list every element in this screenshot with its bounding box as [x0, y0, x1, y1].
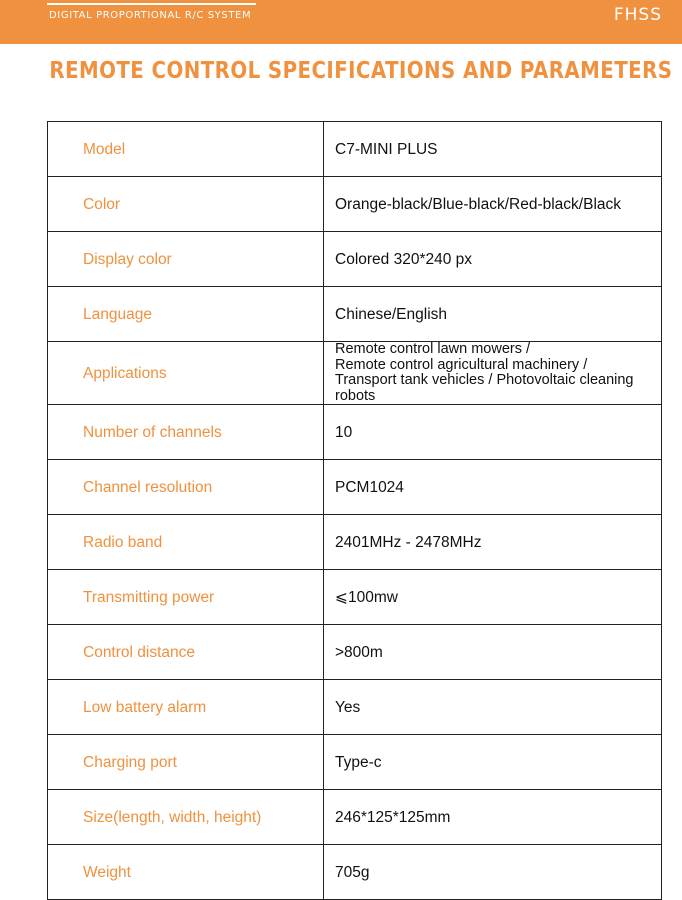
spec-value: Type-c: [324, 735, 662, 790]
spec-label: Color: [48, 177, 324, 232]
spec-value: Chinese/English: [324, 287, 662, 342]
spec-row-applications: [48, 342, 662, 405]
spec-value: >800m: [324, 625, 662, 680]
spec-value: Yes: [324, 680, 662, 735]
spec-row-control-distance: [48, 625, 662, 680]
spec-label: Channel resolution: [48, 460, 324, 515]
spec-label: Display color: [48, 232, 324, 287]
spec-value: PCM1024: [324, 460, 662, 515]
spec-label: Weight: [48, 845, 324, 900]
spec-value: 10: [324, 405, 662, 460]
spec-label: Charging port: [48, 735, 324, 790]
header-bar: [0, 0, 682, 44]
spec-table: [47, 121, 662, 900]
spec-label: Radio band: [48, 515, 324, 570]
spec-row-model: [48, 122, 662, 177]
spec-value: ⩽100mw: [324, 570, 662, 625]
spec-value: 705g: [324, 845, 662, 900]
spec-label: Low battery alarm: [48, 680, 324, 735]
spec-row-radio-band: [48, 515, 662, 570]
header-fhss-label: FHSS: [613, 5, 662, 25]
spec-row-channel-resolution: [48, 460, 662, 515]
spec-label: Number of channels: [48, 405, 324, 460]
spec-label: Model: [48, 122, 324, 177]
header-divider: [47, 3, 256, 5]
spec-row-channels: [48, 405, 662, 460]
spec-row-display-color: [48, 232, 662, 287]
spec-row-charging-port: [48, 735, 662, 790]
page-title: REMOTE CONTROL SPECIFICATIONS AND PARAMETERS: [49, 58, 673, 84]
spec-row-language: [48, 287, 662, 342]
spec-value: 246*125*125mm: [324, 790, 662, 845]
spec-label: Control distance: [48, 625, 324, 680]
spec-value: 2401MHz - 2478MHz: [324, 515, 662, 570]
spec-label: Transmitting power: [48, 570, 324, 625]
spec-row-low-battery-alarm: [48, 680, 662, 735]
spec-label: Size(length, width, height): [48, 790, 324, 845]
spec-label: Applications: [48, 342, 324, 405]
spec-value: Orange-black/Blue-black/Red-black/Black: [324, 177, 662, 232]
spec-value: C7-MINI PLUS: [324, 122, 662, 177]
spec-row-transmitting-power: [48, 570, 662, 625]
spec-label: Language: [48, 287, 324, 342]
spec-value: Colored 320*240 px: [324, 232, 662, 287]
spec-value: Remote control lawn mowers / Remote control agricultural machinery / Transport tank vehicles / Photovoltaic cleaning robots: [324, 342, 662, 405]
spec-row-weight: [48, 845, 662, 900]
header-system-label: DIGITAL PROPORTIONAL R/C SYSTEM: [49, 10, 252, 21]
spec-row-size: [48, 790, 662, 845]
spec-row-color: [48, 177, 662, 232]
